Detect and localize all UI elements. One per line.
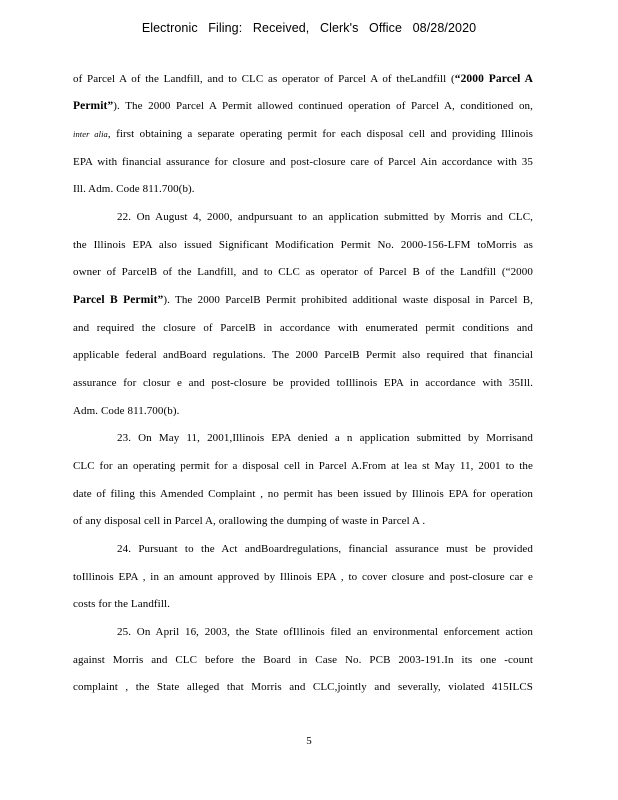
paragraph-22-start: 22. On August 4, 2000, andpursuant to an application submitted by Morris and CLC, [117, 211, 533, 223]
text-line: date of filing this Amended Complaint , no permit has been issued by Illinois EPA for operation [73, 488, 533, 500]
text-line: assurance for closur e and post-closure be provided toIllinois EPA in accordance with 35Ill. [73, 377, 533, 389]
text-line: owner of ParcelB of the Landfill, and to CLC as operator of Parcel B of the Landfill (“2000 [73, 266, 533, 278]
text-line: complaint , the State alleged that Morris and CLC,jointly and severally, violated 415ILCS [73, 681, 533, 693]
text-line: toIllinois EPA , in an amount approved by Illinois EPA , to cover closure and post-closure car e [73, 571, 533, 583]
text-line: against Morris and CLC before the Board in Case No. PCB 2003-191.In its one -count [73, 654, 533, 666]
paragraph-23-start: 23. On May 11, 2001,Illinois EPA denied a n application submitted by Morrisand [117, 432, 533, 444]
text-line: Parcel B Permit”). The 2000 ParcelB Permit prohibited additional waste disposal in Parcel B, [73, 294, 534, 306]
text-line: the Illinois EPA also issued Significant Modification Permit No. 2000-156-LFM toMorris as [73, 239, 533, 251]
paragraph-25-start: 25. On April 16, 2003, the State ofIllinois filed an environmental enforcement action [117, 626, 533, 638]
page-number: 5 [306, 735, 312, 747]
paragraph-24-start: 24. Pursuant to the Act andBoardregulations, financial assurance must be provided [117, 543, 533, 555]
text-line: EPA with financial assurance for closure and post-closure care of Parcel Ain accordance with 35 [73, 156, 533, 168]
text-line: applicable federal andBoard regulations. The 2000 ParcelB Permit also required that financial [73, 349, 533, 361]
text-line: Ill. Adm. Code 811.700(b). [73, 183, 195, 195]
text-line: CLC for an operating permit for a disposal cell in Parcel A.From at lea st May 11, 2001 to the [73, 460, 533, 472]
text-line: Permit”). The 2000 Parcel A Permit allowed continued operation of Parcel A, conditioned on, [73, 100, 533, 112]
text-line: of Parcel A of the Landfill, and to CLC as operator of Parcel A of theLandfill (“2000 Parcel A [73, 73, 533, 85]
text-line: Adm. Code 811.700(b). [73, 405, 180, 417]
text-line: inter alia, first obtaining a separate operating permit for each disposal cell and providing Illinois [73, 128, 533, 140]
text-line: of any disposal cell in Parcel A, orallowing the dumping of waste in Parcel A . [73, 515, 426, 527]
text-line: costs for the Landfill. [73, 598, 170, 610]
filing-stamp-header: Electronic Filing: Received, Clerk's Office 08/28/2020 [141, 21, 477, 35]
text-line: and required the closure of ParcelB in accordance with enumerated permit conditions and [73, 322, 533, 334]
